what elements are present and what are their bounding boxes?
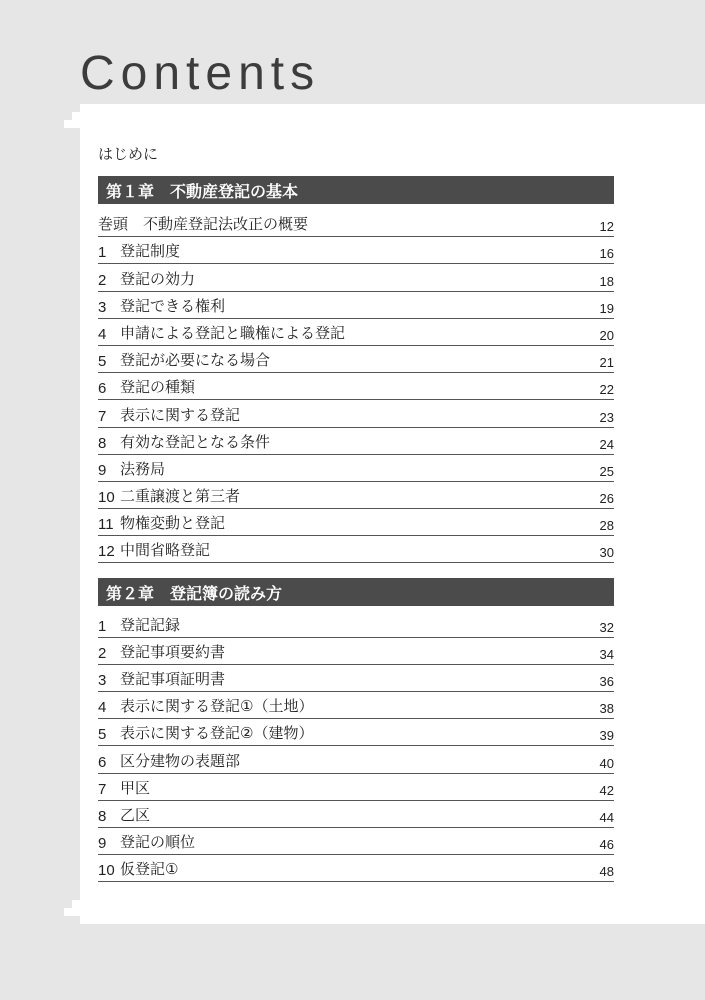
entry-number: 10 — [98, 861, 115, 879]
entry-number: 10 — [98, 489, 115, 507]
page-title: Contents — [80, 47, 321, 100]
panel-notch — [72, 900, 80, 908]
toc-entry[interactable] — [98, 801, 614, 828]
entry-label: 申請による登記と職権による登記 — [120, 323, 346, 342]
entry-page: 18 — [599, 273, 614, 289]
toc-entry[interactable] — [98, 665, 614, 692]
entry-page: 36 — [599, 674, 614, 690]
chapter-heading-1[interactable] — [98, 176, 614, 204]
entry-number: 6 — [98, 753, 107, 771]
toc-entry[interactable] — [98, 455, 614, 482]
entry-page: 26 — [599, 491, 614, 507]
entry-label: 表示に関する登記①（土地） — [120, 697, 314, 716]
toc-entry[interactable] — [98, 774, 614, 801]
toc-entry[interactable] — [98, 400, 614, 427]
toc-entry[interactable] — [98, 319, 614, 346]
entry-number: 4 — [98, 325, 107, 343]
entry-label: 中間省略登記 — [120, 541, 211, 560]
entry-number: 1 — [98, 618, 107, 636]
entry-page: 39 — [599, 728, 614, 744]
entry-number: 6 — [98, 380, 107, 398]
entry-label: 有効な登記となる条件 — [120, 432, 271, 451]
entry-number: 3 — [98, 672, 107, 690]
entry-label: 二重譲渡と第三者 — [120, 487, 241, 506]
entry-number: 9 — [98, 834, 107, 852]
toc-entry[interactable] — [98, 210, 614, 237]
entry-page: 23 — [599, 409, 614, 425]
toc-entry[interactable] — [98, 611, 614, 638]
toc-entry[interactable] — [98, 237, 614, 264]
entry-page: 12 — [599, 219, 614, 235]
toc-entry[interactable] — [98, 536, 614, 563]
chapter-1-list — [98, 210, 614, 563]
toc-entry[interactable] — [98, 292, 614, 319]
entry-number: 7 — [98, 407, 107, 425]
chapter-title: 登記簿の読み方 — [170, 583, 283, 603]
entry-page: 20 — [599, 327, 614, 343]
entry-label: 表示に関する登記 — [120, 405, 241, 424]
entry-label: 物権変動と登記 — [120, 514, 226, 533]
toc-entry[interactable] — [98, 264, 614, 291]
toc-entry[interactable] — [98, 692, 614, 719]
entry-label: 区分建物の表題部 — [120, 751, 241, 770]
panel-notch — [64, 120, 80, 128]
entry-label: 法務局 — [120, 459, 166, 478]
entry-page: 30 — [599, 545, 614, 561]
entry-label: 登記が必要になる場合 — [120, 351, 271, 370]
toc-entry[interactable] — [98, 373, 614, 400]
toc-entry[interactable] — [98, 428, 614, 455]
entry-page: 25 — [599, 463, 614, 479]
toc-entry[interactable] — [98, 509, 614, 536]
entry-page: 48 — [599, 863, 614, 879]
panel-notch — [72, 112, 80, 120]
entry-number: 12 — [98, 543, 115, 561]
entry-label: 乙区 — [120, 805, 151, 824]
toc-entry[interactable] — [98, 638, 614, 665]
entry-page: 28 — [599, 518, 614, 534]
entry-label: 登記できる権利 — [120, 296, 226, 315]
entry-label: 登記の種類 — [120, 378, 196, 397]
entry-page: 21 — [599, 355, 614, 371]
entry-label: 仮登記① — [120, 859, 179, 878]
entry-label: 登記事項要約書 — [120, 643, 226, 662]
entry-number: 8 — [98, 434, 107, 452]
entry-label: 登記記録 — [120, 616, 181, 635]
entry-number: 1 — [98, 244, 107, 262]
entry-number: 7 — [98, 780, 107, 798]
toc-entry[interactable] — [98, 746, 614, 773]
entry-number: 2 — [98, 271, 107, 289]
entry-number: 3 — [98, 298, 107, 316]
entry-label: 登記の順位 — [120, 832, 196, 851]
entry-page: 19 — [599, 300, 614, 316]
intro-entry[interactable]: はじめに — [98, 145, 159, 163]
chapter-heading-2[interactable] — [98, 578, 614, 606]
toc-entry[interactable] — [98, 828, 614, 855]
entry-page: 46 — [599, 836, 614, 852]
entry-number: 4 — [98, 699, 107, 717]
entry-page: 38 — [599, 701, 614, 717]
entry-page: 40 — [599, 755, 614, 771]
entry-label: 登記の効力 — [120, 269, 196, 288]
toc-entry[interactable] — [98, 719, 614, 746]
entry-number: 11 — [98, 516, 114, 534]
entry-label: 巻頭 不動産登記法改正の概要 — [98, 215, 309, 234]
panel-notch — [64, 908, 80, 916]
entry-page: 42 — [599, 782, 614, 798]
entry-number: 8 — [98, 807, 107, 825]
entry-page: 34 — [599, 647, 614, 663]
entry-page: 24 — [599, 436, 614, 452]
entry-number: 5 — [98, 726, 107, 744]
entry-page: 16 — [599, 246, 614, 262]
toc-entry[interactable] — [98, 855, 614, 882]
chapter-number: 第２章 — [106, 583, 155, 603]
chapter-title: 不動産登記の基本 — [170, 181, 299, 201]
entry-label: 甲区 — [120, 778, 151, 797]
entry-page: 32 — [599, 620, 614, 636]
entry-page: 44 — [599, 809, 614, 825]
toc-entry[interactable] — [98, 346, 614, 373]
toc-entry[interactable] — [98, 482, 614, 509]
entry-number: 9 — [98, 461, 107, 479]
entry-label: 登記事項証明書 — [120, 670, 226, 689]
entry-label: 登記制度 — [120, 242, 181, 261]
chapter-number: 第１章 — [106, 181, 155, 201]
entry-page: 22 — [599, 382, 614, 398]
entry-number: 2 — [98, 645, 107, 663]
chapter-2-list — [98, 611, 614, 882]
entry-label: 表示に関する登記②（建物） — [120, 724, 314, 743]
entry-number: 5 — [98, 353, 107, 371]
